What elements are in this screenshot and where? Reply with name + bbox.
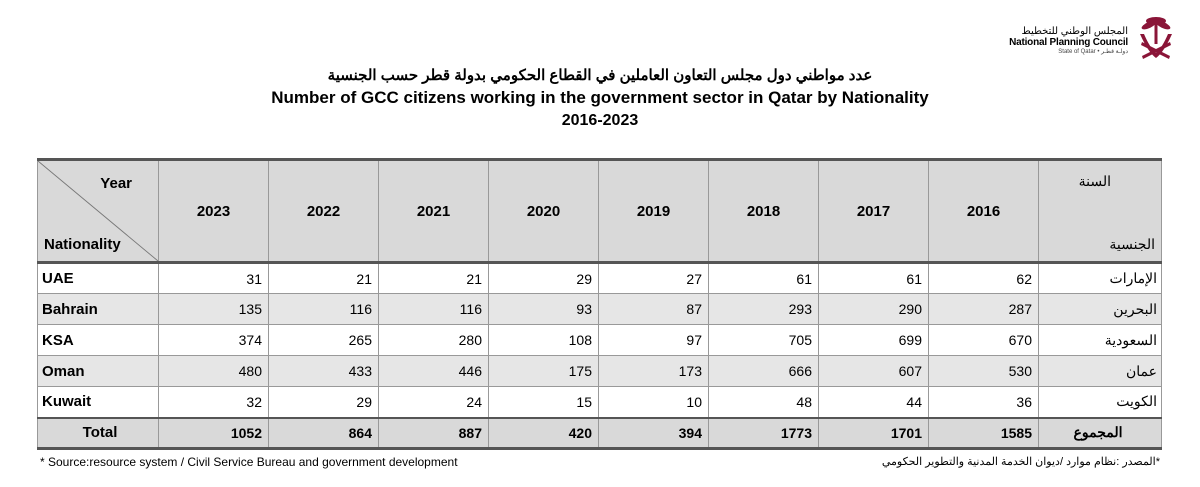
table-cell: 666 — [709, 356, 819, 387]
total-cell: 1701 — [819, 418, 929, 449]
logo-text — [1009, 26, 1128, 55]
nationality-ar: عمان — [1039, 356, 1162, 387]
table-cell: 265 — [269, 325, 379, 356]
table-cell: 670 — [929, 325, 1039, 356]
year-header: 2021 — [379, 160, 489, 263]
table-row — [38, 294, 1162, 325]
table-cell: 10 — [599, 387, 709, 418]
logo-subline: State of Qatar • دولـة قطـر — [1058, 49, 1128, 55]
table-cell: 44 — [819, 387, 929, 418]
table-cell: 705 — [709, 325, 819, 356]
table-cell: 116 — [269, 294, 379, 325]
arabic-corner-header — [1039, 160, 1162, 263]
table-cell: 433 — [269, 356, 379, 387]
nationality-en: KSA — [38, 325, 159, 356]
table-cell: 87 — [599, 294, 709, 325]
title-years: 2016-2023 — [561, 112, 639, 129]
table-cell: 293 — [709, 294, 819, 325]
total-cell: 394 — [599, 418, 709, 449]
title-block — [0, 66, 1200, 132]
table-cell: 374 — [159, 325, 269, 356]
logo-arabic-name: المجلس الوطني للتخطيط — [1021, 26, 1128, 37]
table-cell: 32 — [159, 387, 269, 418]
nationality-ar: الكويت — [1039, 387, 1162, 418]
table-cell: 15 — [489, 387, 599, 418]
table-row — [38, 356, 1162, 387]
year-header: 2016 — [929, 160, 1039, 263]
corner-header — [38, 160, 159, 263]
header-row — [38, 160, 1162, 263]
logo-english-name: National Planning Council — [1009, 37, 1128, 48]
table-cell: 175 — [489, 356, 599, 387]
source-note-ar: *المصدر :نظام موارد /ديوان الخدمة المدنية والتطوير الحكومي — [881, 456, 1160, 468]
source-note-en: * Source:resource system / Civil Service Bureau and government development — [40, 455, 458, 469]
logo — [1009, 12, 1178, 64]
table-cell: 62 — [929, 263, 1039, 294]
year-header: 2018 — [709, 160, 819, 263]
year-header: 2017 — [819, 160, 929, 263]
table-cell: 173 — [599, 356, 709, 387]
nationality-en: Oman — [38, 356, 159, 387]
data-table — [37, 158, 1162, 450]
nationality-en: Kuwait — [38, 387, 159, 418]
table-cell: 29 — [489, 263, 599, 294]
total-label-en: Total — [38, 418, 159, 449]
table-cell: 48 — [709, 387, 819, 418]
corner-year-label: Year — [100, 175, 132, 192]
table-cell: 61 — [819, 263, 929, 294]
year-header: 2022 — [269, 160, 379, 263]
nationality-en: UAE — [38, 263, 159, 294]
corner-year-label-ar: السنة — [1078, 173, 1111, 189]
table-cell: 607 — [819, 356, 929, 387]
total-cell: 864 — [269, 418, 379, 449]
nationality-ar: البحرين — [1039, 294, 1162, 325]
nationality-ar: السعودية — [1039, 325, 1162, 356]
table-cell: 135 — [159, 294, 269, 325]
table-cell: 116 — [379, 294, 489, 325]
total-row — [38, 418, 1162, 449]
year-header: 2019 — [599, 160, 709, 263]
nationality-ar: الإمارات — [1039, 263, 1162, 294]
title-arabic: عدد مواطني دول مجلس التعاون العاملين في القطاع الحكومي بدولة قطر حسب الجنسية — [327, 67, 873, 84]
total-cell: 1585 — [929, 418, 1039, 449]
table-cell: 280 — [379, 325, 489, 356]
table-cell: 36 — [929, 387, 1039, 418]
table-cell: 287 — [929, 294, 1039, 325]
table-cell: 530 — [929, 356, 1039, 387]
total-label-ar: المجموع — [1039, 418, 1162, 449]
total-cell: 420 — [489, 418, 599, 449]
total-cell: 1773 — [709, 418, 819, 449]
year-header: 2020 — [489, 160, 599, 263]
table-cell: 29 — [269, 387, 379, 418]
table-cell: 31 — [159, 263, 269, 294]
title-english: Number of GCC citizens working in the government sector in Qatar by Nationality — [271, 88, 929, 107]
table-cell: 480 — [159, 356, 269, 387]
year-header: 2023 — [159, 160, 269, 263]
total-cell: 887 — [379, 418, 489, 449]
table-cell: 21 — [379, 263, 489, 294]
palm-emblem-icon — [1134, 12, 1178, 64]
table-cell: 27 — [599, 263, 709, 294]
table-cell: 93 — [489, 294, 599, 325]
table-cell: 108 — [489, 325, 599, 356]
table-row — [38, 325, 1162, 356]
table-cell: 290 — [819, 294, 929, 325]
nationality-en: Bahrain — [38, 294, 159, 325]
table-cell: 24 — [379, 387, 489, 418]
corner-nationality-label: Nationality — [44, 236, 121, 253]
table-cell: 61 — [709, 263, 819, 294]
total-cell: 1052 — [159, 418, 269, 449]
table-cell: 699 — [819, 325, 929, 356]
table-row — [38, 263, 1162, 294]
table-row — [38, 387, 1162, 418]
table-cell: 446 — [379, 356, 489, 387]
table-cell: 21 — [269, 263, 379, 294]
corner-nationality-label-ar: الجنسية — [1109, 236, 1155, 252]
table-cell: 97 — [599, 325, 709, 356]
